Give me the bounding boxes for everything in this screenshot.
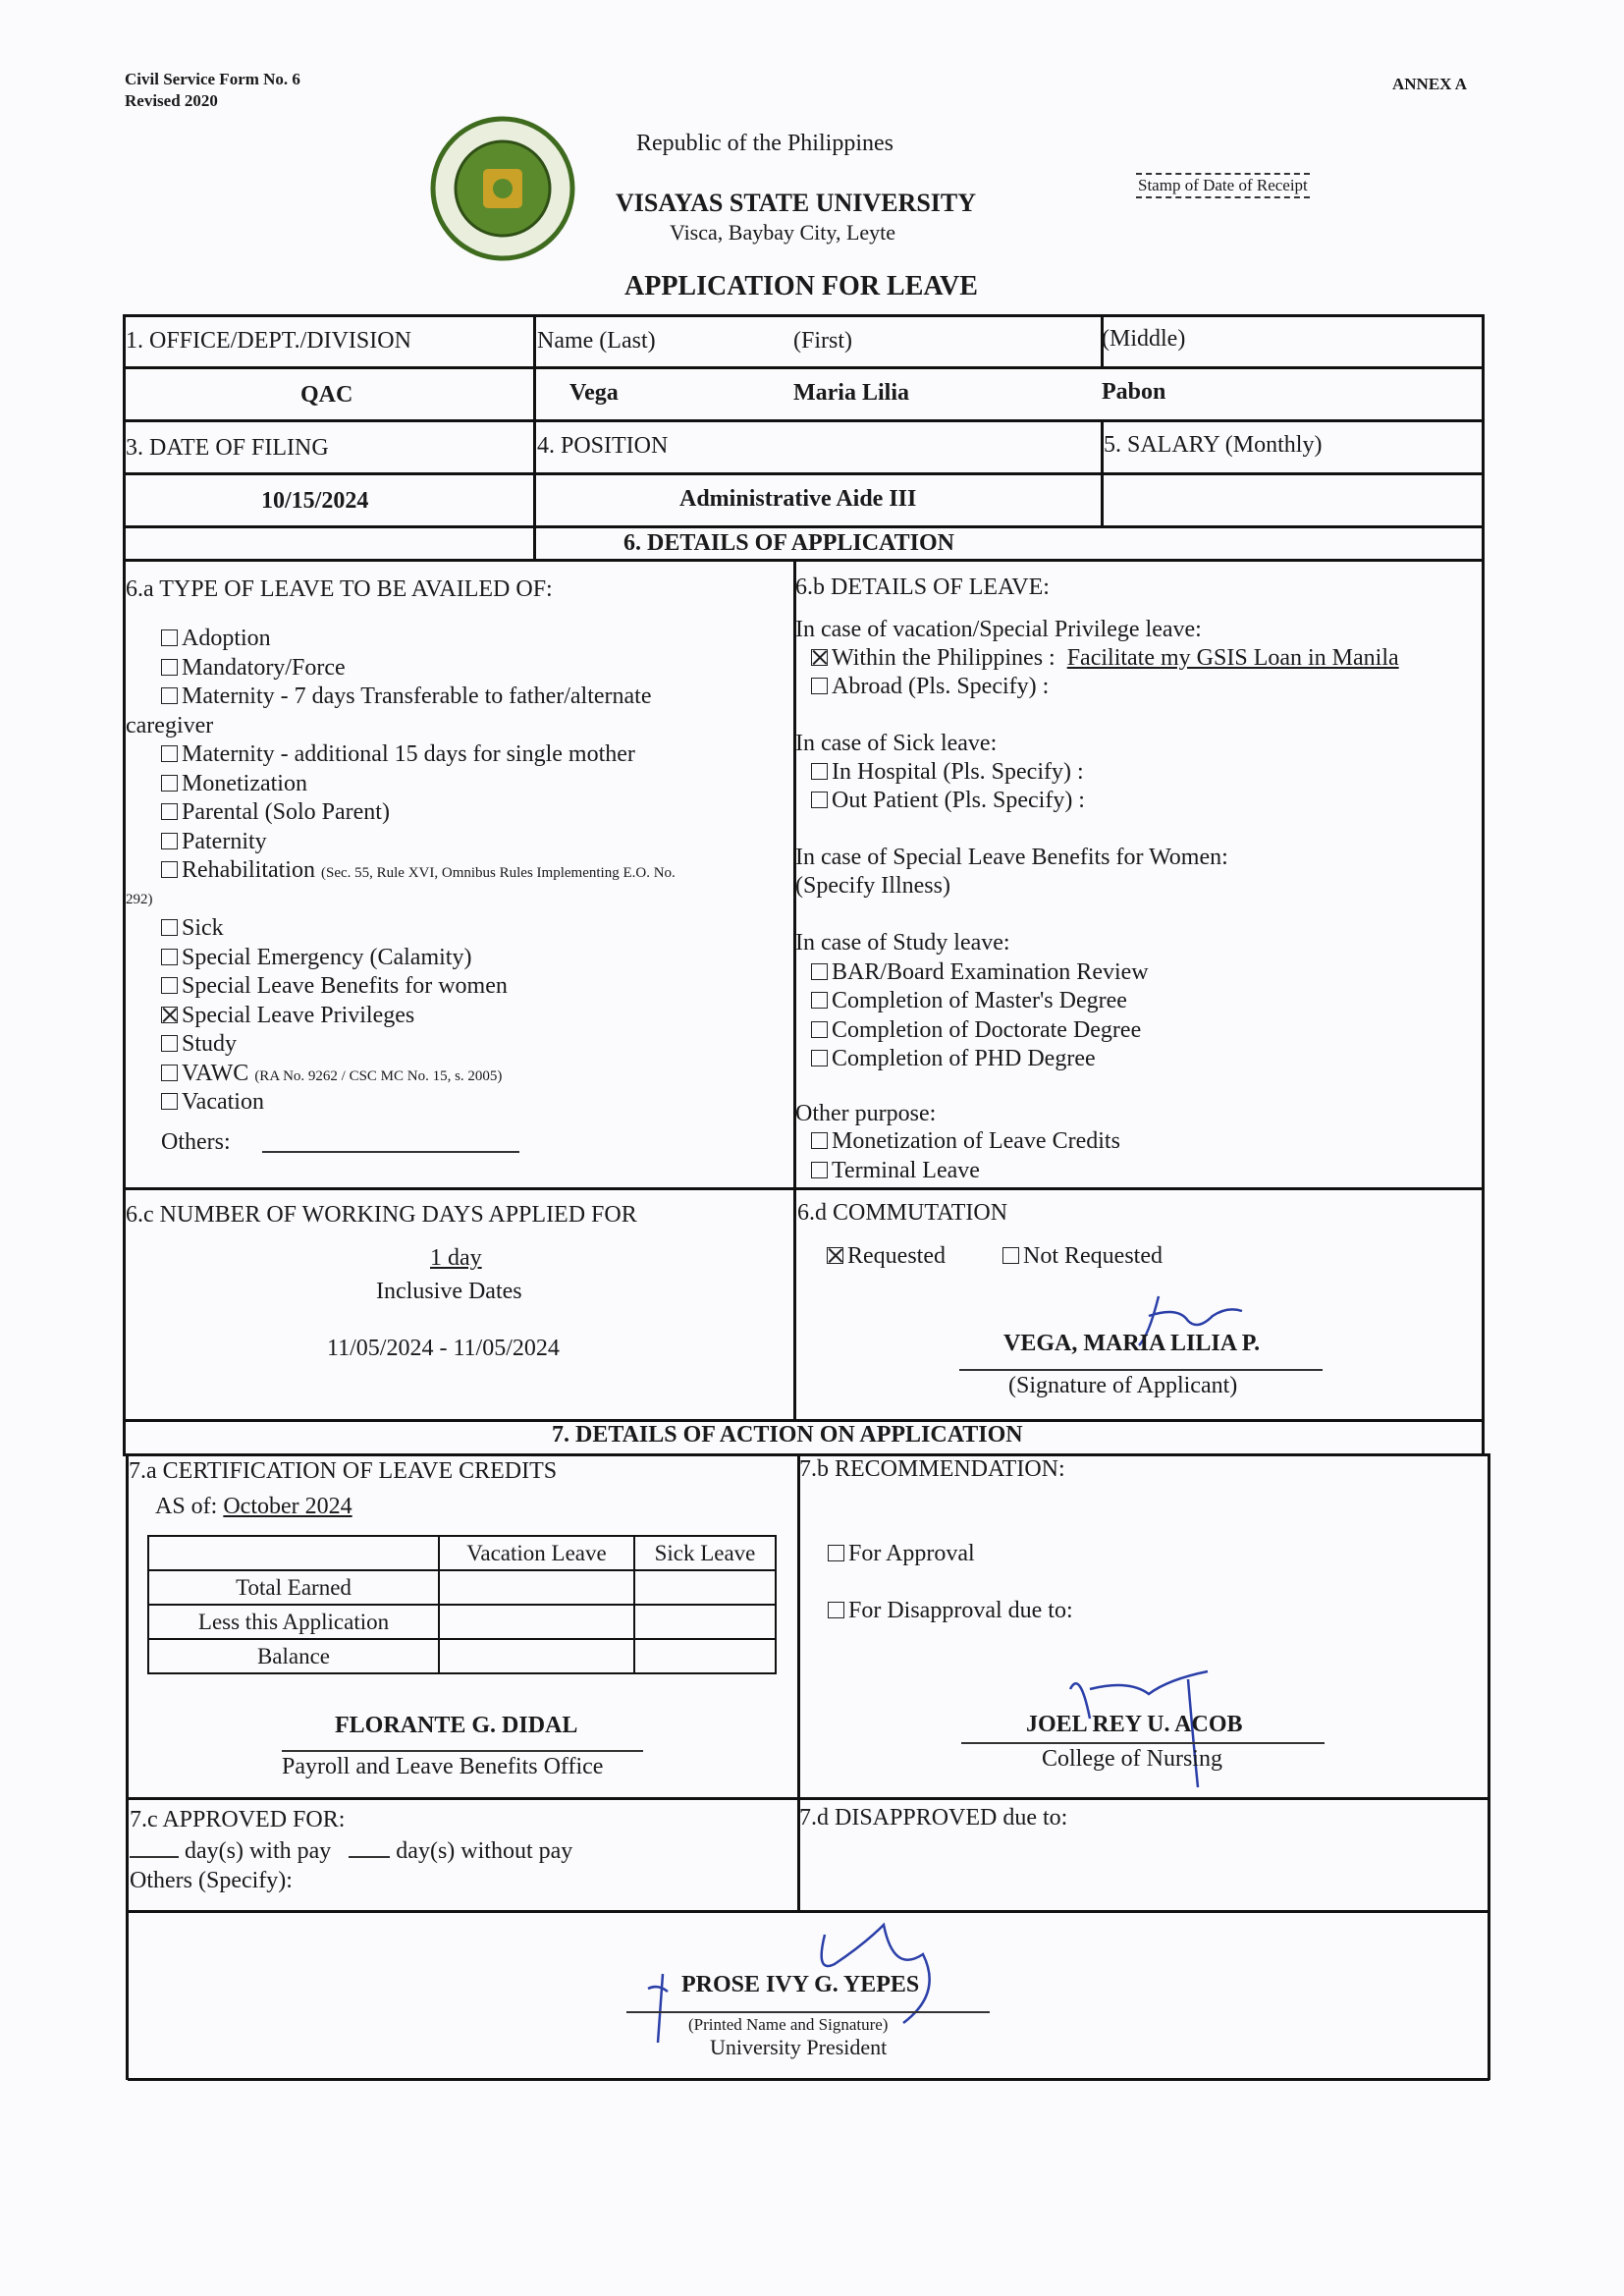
details-label: 6.b DETAILS OF LEAVE: xyxy=(795,574,1050,600)
checkbox-icon[interactable] xyxy=(811,992,828,1009)
approved-for-label: 7.c APPROVED FOR: xyxy=(130,1807,346,1832)
leave-type-option[interactable]: Sick xyxy=(126,914,784,944)
checkbox-icon[interactable] xyxy=(811,1162,828,1178)
vacation-heading: In case of vacation/Special Privilege leave: xyxy=(795,617,1202,642)
vacation-leave-header: Vacation Leave xyxy=(439,1536,634,1570)
position-label: 4. POSITION xyxy=(537,433,669,459)
leave-type-option[interactable]: Paternity xyxy=(126,828,784,857)
sick-heading: In case of Sick leave: xyxy=(795,731,998,756)
study-options xyxy=(811,958,1149,1073)
last-name-label: Name (Last) xyxy=(537,328,656,354)
checkbox-icon[interactable] xyxy=(161,1093,178,1110)
leave-type-option[interactable]: Maternity - additional 15 days for single mother xyxy=(126,740,784,770)
middle-name-value[interactable]: Pabon xyxy=(1102,379,1166,405)
not-requested-option[interactable]: Not Requested xyxy=(1002,1243,1163,1270)
leave-type-option: caregiver xyxy=(126,712,214,738)
leave-type-option[interactable]: Special Leave Privileges xyxy=(126,1002,784,1031)
applicant-caption: (Signature of Applicant) xyxy=(1008,1373,1238,1398)
checkbox-icon[interactable] xyxy=(811,1021,828,1038)
certification-label: 7.a CERTIFICATION OF LEAVE CREDITS xyxy=(129,1458,558,1484)
checkbox-icon xyxy=(811,678,828,694)
others-label: Others: xyxy=(161,1129,231,1155)
leave-type-option: 292) xyxy=(126,891,153,907)
recommender-office: College of Nursing xyxy=(1042,1746,1222,1772)
leave-type-option[interactable]: Monetization xyxy=(126,770,784,799)
first-name-label: (First) xyxy=(793,328,852,354)
leave-type-option[interactable]: Adoption xyxy=(126,625,784,654)
republic-text: Republic of the Philippines xyxy=(636,131,893,156)
leave-type-list xyxy=(126,625,784,1118)
requested-option[interactable]: Requested xyxy=(827,1243,946,1270)
checkbox-icon[interactable] xyxy=(161,687,178,704)
president-caption: (Printed Name and Signature) xyxy=(688,2015,889,2034)
checkbox-icon[interactable] xyxy=(161,919,178,936)
checkbox-icon[interactable] xyxy=(161,1065,178,1081)
as-of-line: AS of: October 2024 xyxy=(155,1494,352,1519)
university-name: VISAYAS STATE UNIVERSITY xyxy=(616,189,977,217)
section6-title: 6. DETAILS OF APPLICATION xyxy=(623,530,954,556)
checkbox-icon xyxy=(811,763,828,780)
approved-days-line[interactable]: day(s) with pay day(s) without pay xyxy=(130,1838,572,1865)
leave-type-option[interactable]: Mandatory/Force xyxy=(126,654,784,683)
inclusive-dates-value[interactable]: 11/05/2024 - 11/05/2024 xyxy=(327,1336,560,1361)
study-heading: In case of Study leave: xyxy=(795,930,1010,956)
certifier-name: FLORANTE G. DIDAL xyxy=(335,1713,578,1738)
table-row: Total Earned xyxy=(148,1570,776,1605)
recommender-name: JOEL REY U. ACOB xyxy=(1026,1712,1243,1737)
first-name-value[interactable]: Maria Lilia xyxy=(793,380,909,406)
women-subheading: (Specify Illness) xyxy=(795,873,950,899)
checkbox-icon[interactable] xyxy=(161,659,178,676)
option-item[interactable]: Completion of Master's Degree xyxy=(811,987,1149,1015)
office-label: 1. OFFICE/DEPT./DIVISION xyxy=(126,328,411,354)
inclusive-dates-label: Inclusive Dates xyxy=(376,1279,522,1304)
university-seal-logo xyxy=(430,116,575,261)
leave-type-option[interactable]: Special Emergency (Calamity) xyxy=(126,944,784,973)
checkbox-icon[interactable] xyxy=(811,963,828,980)
other-purpose-options xyxy=(811,1127,1120,1185)
as-of-value: October 2024 xyxy=(223,1494,352,1519)
within-philippines-option[interactable]: Within the Philippines : Facilitate my GSIS Loan in Manila xyxy=(811,645,1399,672)
recommendation-label: 7.b RECOMMENDATION: xyxy=(799,1456,1065,1482)
checkbox-icon[interactable] xyxy=(161,977,178,994)
others-field[interactable] xyxy=(262,1151,519,1153)
leave-type-option[interactable]: VAWC (RA No. 9262 / CSC MC No. 15, s. 2005) xyxy=(126,1060,784,1089)
checkbox-icon[interactable] xyxy=(161,803,178,820)
for-approval-option[interactable]: For Approval xyxy=(828,1541,975,1567)
disapproved-label: 7.d DISAPPROVED due to: xyxy=(799,1805,1068,1831)
last-name-value[interactable]: Vega xyxy=(569,380,619,406)
applicant-name: VEGA, MARIA LILIA P. xyxy=(1003,1331,1261,1356)
university-address: Visca, Baybay City, Leyte xyxy=(670,220,896,245)
section7-title: 7. DETAILS OF ACTION ON APPLICATION xyxy=(552,1422,1023,1448)
for-disapproval-option[interactable]: For Disapproval due to: xyxy=(828,1598,1073,1624)
leave-credits-table xyxy=(147,1535,777,1674)
checkbox-icon xyxy=(828,1545,844,1561)
checkbox-checked-icon[interactable] xyxy=(811,649,828,666)
date-filing-value[interactable]: 10/15/2024 xyxy=(261,488,369,514)
sick-leave-header: Sick Leave xyxy=(634,1536,776,1570)
option-item[interactable]: Terminal Leave xyxy=(811,1157,1120,1186)
option-item[interactable]: Completion of PHD Degree xyxy=(811,1045,1149,1073)
table-row: Less this Application xyxy=(148,1605,776,1639)
checkbox-icon[interactable] xyxy=(161,629,178,646)
commutation-label: 6.d COMMUTATION xyxy=(797,1200,1008,1226)
outpatient-option[interactable]: Out Patient (Pls. Specify) : xyxy=(811,788,1085,814)
option-item[interactable]: Monetization of Leave Credits xyxy=(811,1127,1120,1157)
working-days-label: 6.c NUMBER OF WORKING DAYS APPLIED FOR xyxy=(126,1202,637,1228)
checkbox-icon xyxy=(1002,1247,1019,1264)
hospital-option[interactable]: In Hospital (Pls. Specify) : xyxy=(811,759,1084,786)
within-philippines-value: Facilitate my GSIS Loan in Manila xyxy=(1066,645,1399,671)
leave-type-label: 6.a TYPE OF LEAVE TO BE AVAILED OF: xyxy=(126,576,553,602)
checkbox-icon[interactable] xyxy=(161,745,178,762)
annex-label: ANNEX A xyxy=(1392,75,1468,93)
women-heading: In case of Special Leave Benefits for Women: xyxy=(795,845,1228,870)
checkbox-icon[interactable] xyxy=(161,1035,178,1052)
checkbox-icon[interactable] xyxy=(161,833,178,849)
checkbox-icon[interactable] xyxy=(811,1050,828,1066)
stamp-date-receipt: Stamp of Date of Receipt xyxy=(1136,173,1310,198)
salary-label: 5. SALARY (Monthly) xyxy=(1104,432,1323,458)
leave-type-option[interactable]: Maternity - 7 days Transferable to father/alternate xyxy=(126,683,784,712)
certifier-office: Payroll and Leave Benefits Office xyxy=(282,1754,604,1779)
checkbox-icon xyxy=(811,792,828,808)
working-days-value[interactable]: 1 day xyxy=(430,1245,482,1271)
others-specify-label: Others (Specify): xyxy=(130,1868,293,1893)
president-title: University President xyxy=(710,2035,888,2059)
checkbox-icon[interactable] xyxy=(161,775,178,792)
president-name: PROSE IVY G. YEPES xyxy=(681,1972,920,1997)
other-purpose-heading: Other purpose: xyxy=(795,1101,937,1126)
checkbox-icon[interactable] xyxy=(161,861,178,878)
leave-type-option[interactable]: Rehabilitation (Sec. 55, Rule XVI, Omnibus Rules Implementing E.O. No. xyxy=(126,856,784,886)
leave-type-option[interactable]: Vacation xyxy=(126,1088,784,1118)
checkbox-icon xyxy=(828,1602,844,1618)
middle-name-label: (Middle) xyxy=(1102,326,1186,352)
position-value[interactable]: Administrative Aide III xyxy=(679,486,917,512)
leave-type-option[interactable]: Parental (Solo Parent) xyxy=(126,798,784,828)
office-value[interactable]: QAC xyxy=(300,382,353,408)
checkbox-icon[interactable] xyxy=(161,949,178,965)
date-filing-label: 3. DATE OF FILING xyxy=(126,435,329,461)
option-item[interactable]: BAR/Board Examination Review xyxy=(811,958,1149,987)
form-title: APPLICATION FOR LEAVE xyxy=(624,271,978,301)
checkbox-icon[interactable] xyxy=(811,1132,828,1149)
checkbox-checked-icon[interactable] xyxy=(161,1007,178,1023)
leave-type-option[interactable]: Study xyxy=(126,1030,784,1060)
form-number: Civil Service Form No. 6 Revised 2020 xyxy=(125,70,300,110)
abroad-option[interactable]: Abroad (Pls. Specify) : xyxy=(811,674,1049,700)
option-item[interactable]: Completion of Doctorate Degree xyxy=(811,1016,1149,1045)
table-row: Balance xyxy=(148,1639,776,1673)
leave-type-option[interactable]: Special Leave Benefits for women xyxy=(126,972,784,1002)
checkbox-checked-icon xyxy=(827,1247,843,1264)
